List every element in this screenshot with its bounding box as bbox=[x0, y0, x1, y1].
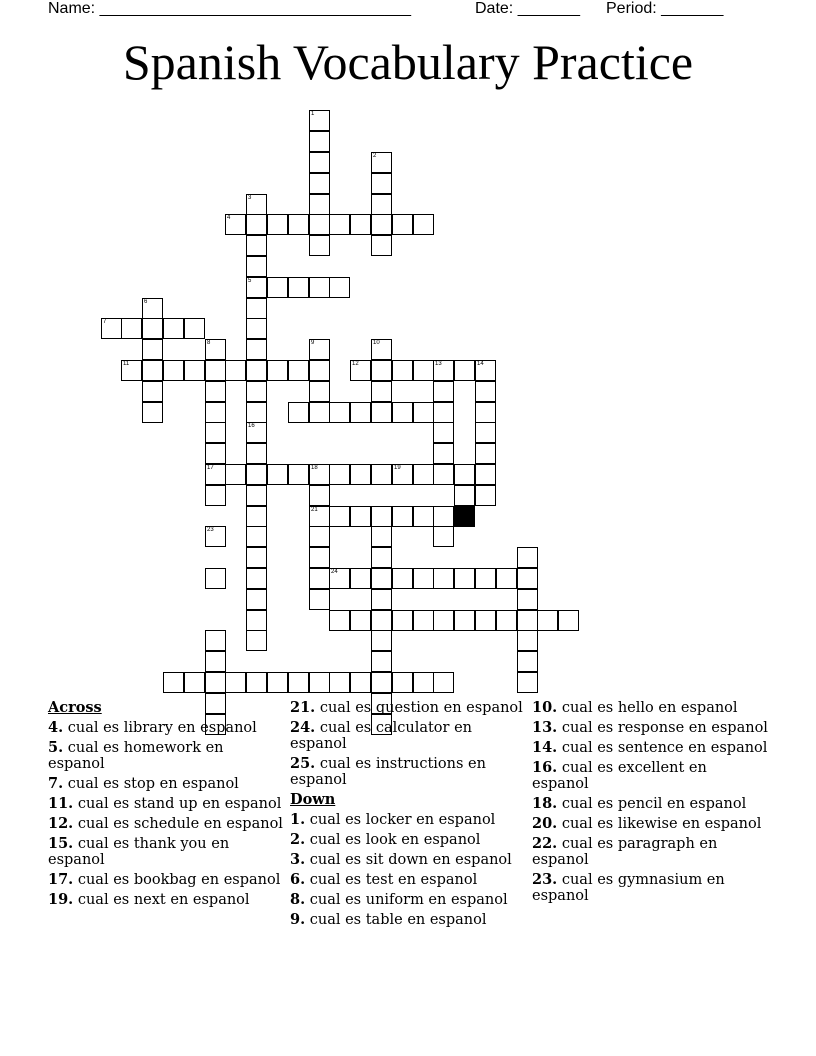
crossword-cell[interactable] bbox=[371, 651, 392, 672]
crossword-cell[interactable] bbox=[413, 402, 434, 423]
black-square bbox=[454, 506, 475, 527]
crossword-cell[interactable] bbox=[184, 318, 205, 339]
clue-number: 17 bbox=[207, 465, 214, 471]
crossword-cell[interactable] bbox=[309, 360, 330, 381]
crossword-cell[interactable] bbox=[392, 464, 413, 485]
clue-text: cual es uniform en espanol bbox=[309, 892, 508, 908]
crossword-cell[interactable] bbox=[413, 360, 434, 381]
crossword-cell[interactable] bbox=[309, 339, 330, 360]
crossword-cell[interactable] bbox=[350, 568, 371, 589]
clue-item bbox=[532, 872, 768, 904]
crossword-cell[interactable] bbox=[309, 235, 330, 256]
clue-text: cual es paragraph en espanol bbox=[532, 836, 718, 868]
crossword-cell[interactable] bbox=[413, 610, 434, 631]
clue-item bbox=[532, 796, 768, 812]
crossword-cell[interactable] bbox=[309, 506, 330, 527]
clue-number: 19 bbox=[394, 465, 401, 471]
crossword-cell[interactable] bbox=[246, 589, 267, 610]
crossword-cell[interactable] bbox=[517, 651, 538, 672]
clue-number: 3 bbox=[248, 195, 252, 201]
clue-number: 13 bbox=[435, 361, 442, 367]
crossword-cell[interactable] bbox=[392, 360, 413, 381]
across-heading: Across bbox=[48, 699, 102, 716]
crossword-cell[interactable] bbox=[246, 360, 267, 381]
crossword-cell[interactable] bbox=[517, 672, 538, 693]
crossword-cell[interactable] bbox=[246, 610, 267, 631]
clue-item bbox=[290, 832, 526, 848]
crossword-cell[interactable] bbox=[246, 318, 267, 339]
clue-text: cual es homework en espanol bbox=[48, 740, 224, 772]
clue-item bbox=[290, 720, 526, 752]
clue-number: 10 bbox=[373, 340, 380, 346]
crossword-cell[interactable] bbox=[309, 672, 330, 693]
crossword-cell[interactable] bbox=[309, 194, 330, 215]
clue-item bbox=[48, 740, 284, 772]
crossword-cell[interactable] bbox=[433, 672, 454, 693]
crossword-cell[interactable] bbox=[288, 214, 309, 235]
clue-text: cual es calculator en espanol bbox=[290, 720, 472, 752]
crossword-cell[interactable] bbox=[246, 464, 267, 485]
crossword-cell[interactable] bbox=[142, 318, 163, 339]
crossword-cell[interactable] bbox=[329, 277, 350, 298]
crossword-cell[interactable] bbox=[184, 360, 205, 381]
crossword-cell[interactable] bbox=[558, 610, 579, 631]
crossword-cell[interactable] bbox=[433, 610, 454, 631]
crossword-cell[interactable] bbox=[309, 173, 330, 194]
clue-item bbox=[290, 756, 526, 788]
crossword-cell[interactable] bbox=[205, 568, 226, 589]
clue-text: cual es response en espanol bbox=[561, 720, 768, 736]
crossword-cell[interactable] bbox=[371, 235, 392, 256]
clue-item bbox=[48, 872, 284, 888]
clue-number-label: 5. bbox=[48, 739, 64, 756]
clue-number-label: 20. bbox=[532, 815, 558, 832]
clue-number-label: 4. bbox=[48, 719, 64, 736]
crossword-cell[interactable] bbox=[246, 194, 267, 215]
crossword-cell[interactable] bbox=[517, 589, 538, 610]
clue-number: 4 bbox=[227, 215, 231, 221]
crossword-cell[interactable] bbox=[246, 422, 267, 443]
crossword-cell[interactable] bbox=[246, 402, 267, 423]
crossword-cell[interactable] bbox=[246, 547, 267, 568]
clue-number-label: 21. bbox=[290, 699, 316, 716]
crossword-cell[interactable] bbox=[309, 547, 330, 568]
clue-number-label: 18. bbox=[532, 795, 558, 812]
clue-item bbox=[290, 912, 526, 928]
clue-number-label: 6. bbox=[290, 871, 306, 888]
clue-number: 7 bbox=[103, 319, 107, 325]
crossword-cell[interactable] bbox=[184, 672, 205, 693]
crossword-cell[interactable] bbox=[267, 672, 288, 693]
crossword-cell[interactable] bbox=[101, 318, 122, 339]
crossword-cell[interactable] bbox=[205, 526, 226, 547]
crossword-cell[interactable] bbox=[350, 610, 371, 631]
clue-number: 1 bbox=[311, 111, 315, 117]
clue-number-label: 24. bbox=[290, 719, 316, 736]
clue-number: 8 bbox=[207, 340, 211, 346]
crossword-cell[interactable] bbox=[205, 422, 226, 443]
clue-number-label: 22. bbox=[532, 835, 558, 852]
crossword-cell[interactable] bbox=[142, 381, 163, 402]
clue-text: cual es gymnasium en espanol bbox=[532, 872, 725, 904]
crossword-cell[interactable] bbox=[433, 464, 454, 485]
crossword-cell[interactable] bbox=[121, 318, 142, 339]
crossword-cell[interactable] bbox=[371, 610, 392, 631]
clue-text: cual es locker en espanol bbox=[309, 812, 496, 828]
clue-number-label: 15. bbox=[48, 835, 74, 852]
clue-item bbox=[532, 836, 768, 868]
clue-text: cual es stand up en espanol bbox=[77, 796, 282, 812]
crossword-cell[interactable] bbox=[246, 443, 267, 464]
clue-number: 6 bbox=[144, 299, 148, 305]
clue-number-label: 7. bbox=[48, 775, 64, 792]
crossword-cell[interactable] bbox=[329, 402, 350, 423]
crossword-cell[interactable] bbox=[205, 485, 226, 506]
clue-number: 2 bbox=[373, 153, 377, 159]
crossword-cell[interactable] bbox=[225, 360, 246, 381]
clue-number-label: 9. bbox=[290, 911, 306, 928]
crossword-cell[interactable] bbox=[475, 485, 496, 506]
crossword-cell[interactable] bbox=[433, 568, 454, 589]
crossword-cell[interactable] bbox=[517, 547, 538, 568]
crossword-cell[interactable] bbox=[205, 443, 226, 464]
crossword-cell[interactable] bbox=[454, 610, 475, 631]
clue-text: cual es stop en espanol bbox=[67, 776, 239, 792]
crossword-cell[interactable] bbox=[350, 464, 371, 485]
clue-item bbox=[290, 812, 526, 828]
crossword-cell[interactable] bbox=[205, 651, 226, 672]
crossword-cell[interactable] bbox=[433, 402, 454, 423]
clue-item bbox=[532, 760, 768, 792]
crossword-cell[interactable] bbox=[371, 402, 392, 423]
down-clue-list bbox=[290, 812, 526, 928]
clue-item bbox=[48, 836, 284, 868]
crossword-cell[interactable] bbox=[392, 610, 413, 631]
crossword-cell[interactable] bbox=[246, 630, 267, 651]
crossword-cell[interactable] bbox=[163, 318, 184, 339]
crossword-cell[interactable] bbox=[350, 402, 371, 423]
clue-number-label: 3. bbox=[290, 851, 306, 868]
crossword-cell[interactable] bbox=[246, 339, 267, 360]
clue-number-label: 19. bbox=[48, 891, 74, 908]
clue-text: cual es sit down en espanol bbox=[309, 852, 512, 868]
clue-text: cual es thank you en espanol bbox=[48, 836, 230, 868]
crossword-cell[interactable] bbox=[246, 214, 267, 235]
clue-item bbox=[290, 852, 526, 868]
crossword-cell[interactable] bbox=[371, 630, 392, 651]
crossword-cell[interactable] bbox=[350, 506, 371, 527]
crossword-cell[interactable] bbox=[246, 277, 267, 298]
clue-item bbox=[290, 700, 526, 716]
crossword-cell[interactable] bbox=[309, 589, 330, 610]
date-field[interactable]: Date: _______ bbox=[475, 0, 580, 17]
crossword-cell[interactable] bbox=[433, 443, 454, 464]
crossword-cell[interactable] bbox=[205, 339, 226, 360]
crossword-cell[interactable] bbox=[329, 672, 350, 693]
crossword-cell[interactable] bbox=[475, 464, 496, 485]
clue-number: 11 bbox=[123, 361, 130, 367]
crossword-cell[interactable] bbox=[163, 360, 184, 381]
crossword-cell[interactable] bbox=[288, 277, 309, 298]
clue-column-2 bbox=[290, 700, 526, 932]
crossword-cell[interactable] bbox=[225, 464, 246, 485]
crossword-cell[interactable] bbox=[205, 464, 226, 485]
crossword-cell[interactable] bbox=[329, 568, 350, 589]
clue-number: 18 bbox=[311, 465, 318, 471]
clue-text: cual es likewise en espanol bbox=[561, 816, 762, 832]
clue-item bbox=[48, 796, 284, 812]
clue-item bbox=[290, 892, 526, 908]
clue-number-label: 8. bbox=[290, 891, 306, 908]
crossword-cell[interactable] bbox=[350, 360, 371, 381]
across-clue-list bbox=[290, 700, 526, 788]
crossword-cell[interactable] bbox=[496, 568, 517, 589]
crossword-cell[interactable] bbox=[288, 402, 309, 423]
clue-column-3 bbox=[532, 700, 768, 908]
crossword-cell[interactable] bbox=[371, 464, 392, 485]
crossword-cell[interactable] bbox=[267, 214, 288, 235]
crossword-cell[interactable] bbox=[288, 464, 309, 485]
crossword-cell[interactable] bbox=[329, 610, 350, 631]
crossword-cell[interactable] bbox=[371, 381, 392, 402]
crossword-cell[interactable] bbox=[329, 464, 350, 485]
crossword-cell[interactable] bbox=[246, 235, 267, 256]
clue-text: cual es excellent en espanol bbox=[532, 760, 707, 792]
down-heading: Down bbox=[290, 791, 336, 808]
crossword-cell[interactable] bbox=[246, 485, 267, 506]
name-field[interactable]: Name: ___________________________________ bbox=[48, 0, 412, 17]
clue-number: 21 bbox=[311, 507, 318, 513]
across-clue-list bbox=[48, 720, 284, 908]
crossword-cell[interactable] bbox=[433, 526, 454, 547]
crossword-cell[interactable] bbox=[205, 402, 226, 423]
crossword-cell[interactable] bbox=[371, 672, 392, 693]
clue-number-label: 23. bbox=[532, 871, 558, 888]
down-clue-list bbox=[532, 700, 768, 904]
clue-number: 9 bbox=[311, 340, 315, 346]
clue-item bbox=[532, 740, 768, 756]
clue-number-label: 14. bbox=[532, 739, 558, 756]
crossword-cell[interactable] bbox=[392, 506, 413, 527]
clue-text: cual es bookbag en espanol bbox=[77, 872, 281, 888]
crossword-cell[interactable] bbox=[225, 214, 246, 235]
crossword-cell[interactable] bbox=[475, 568, 496, 589]
clue-number-label: 11. bbox=[48, 795, 74, 812]
crossword-cell[interactable] bbox=[205, 630, 226, 651]
crossword-cell[interactable] bbox=[246, 672, 267, 693]
crossword-cell[interactable] bbox=[121, 360, 142, 381]
crossword-cell[interactable] bbox=[309, 568, 330, 589]
clue-number: 12 bbox=[352, 361, 359, 367]
period-field[interactable]: Period: _______ bbox=[606, 0, 724, 17]
clue-item bbox=[532, 720, 768, 736]
clue-text: cual es look en espanol bbox=[309, 832, 481, 848]
clue-number: 5 bbox=[248, 278, 252, 284]
crossword-cell[interactable] bbox=[475, 610, 496, 631]
crossword-cell[interactable] bbox=[246, 568, 267, 589]
clue-number-label: 2. bbox=[290, 831, 306, 848]
crossword-cell[interactable] bbox=[163, 672, 184, 693]
crossword-cell[interactable] bbox=[371, 547, 392, 568]
clue-text: cual es sentence en espanol bbox=[561, 740, 768, 756]
crossword-cell[interactable] bbox=[350, 214, 371, 235]
clue-item bbox=[48, 816, 284, 832]
clue-item bbox=[290, 872, 526, 888]
crossword-cell[interactable] bbox=[537, 610, 558, 631]
clue-text: cual es library en espanol bbox=[67, 720, 257, 736]
clue-item bbox=[48, 776, 284, 792]
crossword-cell[interactable] bbox=[433, 360, 454, 381]
clue-text: cual es instructions en espanol bbox=[290, 756, 486, 788]
crossword-cell[interactable] bbox=[475, 360, 496, 381]
clue-number-label: 12. bbox=[48, 815, 74, 832]
crossword-cell[interactable] bbox=[454, 464, 475, 485]
crossword-cell[interactable] bbox=[392, 568, 413, 589]
crossword-cell[interactable] bbox=[454, 568, 475, 589]
clue-text: cual es hello en espanol bbox=[561, 700, 738, 716]
crossword-cell[interactable] bbox=[309, 485, 330, 506]
clue-item bbox=[48, 720, 284, 736]
crossword-cell[interactable] bbox=[371, 173, 392, 194]
crossword-cell[interactable] bbox=[329, 214, 350, 235]
clue-number-label: 1. bbox=[290, 811, 306, 828]
crossword-cell[interactable] bbox=[371, 568, 392, 589]
crossword-cell[interactable] bbox=[433, 506, 454, 527]
clue-text: cual es table en espanol bbox=[309, 912, 487, 928]
clue-item bbox=[532, 816, 768, 832]
crossword-cell[interactable] bbox=[371, 214, 392, 235]
crossword-cell[interactable] bbox=[475, 402, 496, 423]
crossword-cell[interactable] bbox=[142, 339, 163, 360]
crossword-cell[interactable] bbox=[350, 672, 371, 693]
crossword-cell[interactable] bbox=[309, 277, 330, 298]
crossword-cell[interactable] bbox=[433, 422, 454, 443]
crossword-cell[interactable] bbox=[454, 360, 475, 381]
clue-number-label: 17. bbox=[48, 871, 74, 888]
crossword-cell[interactable] bbox=[142, 360, 163, 381]
crossword-cell[interactable] bbox=[413, 672, 434, 693]
clue-number: 14 bbox=[477, 361, 484, 367]
crossword-cell[interactable] bbox=[517, 630, 538, 651]
crossword-cell[interactable] bbox=[454, 485, 475, 506]
clue-text: cual es next en espanol bbox=[77, 892, 250, 908]
crossword-cell[interactable] bbox=[246, 256, 267, 277]
crossword-cell[interactable] bbox=[309, 131, 330, 152]
clue-text: cual es test en espanol bbox=[309, 872, 478, 888]
crossword-cell[interactable] bbox=[392, 672, 413, 693]
crossword-cell[interactable] bbox=[496, 610, 517, 631]
crossword-cell[interactable] bbox=[309, 152, 330, 173]
crossword-cell[interactable] bbox=[142, 402, 163, 423]
crossword-cell[interactable] bbox=[371, 360, 392, 381]
crossword-cell[interactable] bbox=[517, 568, 538, 589]
crossword-cell[interactable] bbox=[267, 360, 288, 381]
crossword-cell[interactable] bbox=[309, 110, 330, 131]
crossword-cell[interactable] bbox=[288, 360, 309, 381]
crossword-cell[interactable] bbox=[475, 422, 496, 443]
clue-text: cual es question en espanol bbox=[319, 700, 523, 716]
crossword-cell[interactable] bbox=[246, 381, 267, 402]
crossword-cell[interactable] bbox=[205, 381, 226, 402]
crossword-cell[interactable] bbox=[371, 526, 392, 547]
clue-number: 16 bbox=[248, 423, 255, 429]
clue-text: cual es schedule en espanol bbox=[77, 816, 283, 832]
crossword-cell[interactable] bbox=[309, 464, 330, 485]
clue-number-label: 16. bbox=[532, 759, 558, 776]
crossword-cell[interactable] bbox=[413, 568, 434, 589]
clue-text: cual es pencil en espanol bbox=[561, 796, 747, 812]
crossword-cell[interactable] bbox=[371, 339, 392, 360]
crossword-cell[interactable] bbox=[475, 381, 496, 402]
crossword-cell[interactable] bbox=[413, 506, 434, 527]
crossword-cell[interactable] bbox=[246, 506, 267, 527]
crossword-cell[interactable] bbox=[475, 443, 496, 464]
crossword-cell[interactable] bbox=[288, 672, 309, 693]
crossword-cell[interactable] bbox=[371, 506, 392, 527]
crossword-cell[interactable] bbox=[267, 464, 288, 485]
crossword-cell[interactable] bbox=[309, 381, 330, 402]
crossword-cell[interactable] bbox=[309, 526, 330, 547]
crossword-cell[interactable] bbox=[246, 526, 267, 547]
crossword-cell[interactable] bbox=[142, 298, 163, 319]
page-title: Spanish Vocabulary Practice bbox=[122, 34, 694, 90]
crossword-cell[interactable] bbox=[371, 589, 392, 610]
crossword-cell[interactable] bbox=[205, 360, 226, 381]
clue-number-label: 13. bbox=[532, 719, 558, 736]
clue-number-label: 25. bbox=[290, 755, 316, 772]
crossword-cell[interactable] bbox=[246, 298, 267, 319]
crossword-cell[interactable] bbox=[371, 152, 392, 173]
crossword-cell[interactable] bbox=[309, 214, 330, 235]
crossword-cell[interactable] bbox=[309, 402, 330, 423]
crossword-cell[interactable] bbox=[413, 214, 434, 235]
crossword-cell[interactable] bbox=[225, 672, 246, 693]
crossword-cell[interactable] bbox=[392, 402, 413, 423]
crossword-cell[interactable] bbox=[267, 277, 288, 298]
crossword-cell[interactable] bbox=[392, 214, 413, 235]
crossword-cell[interactable] bbox=[433, 381, 454, 402]
crossword-cell[interactable] bbox=[413, 464, 434, 485]
crossword-cell[interactable] bbox=[371, 194, 392, 215]
clue-number: 23 bbox=[207, 527, 214, 533]
clue-number-label: 10. bbox=[532, 699, 558, 716]
crossword-cell[interactable] bbox=[329, 506, 350, 527]
crossword-cell[interactable] bbox=[517, 610, 538, 631]
crossword-cell[interactable] bbox=[205, 672, 226, 693]
clue-item bbox=[532, 700, 768, 716]
clue-column-1 bbox=[48, 700, 284, 912]
clue-number: 24 bbox=[331, 569, 338, 575]
clue-item bbox=[48, 892, 284, 908]
